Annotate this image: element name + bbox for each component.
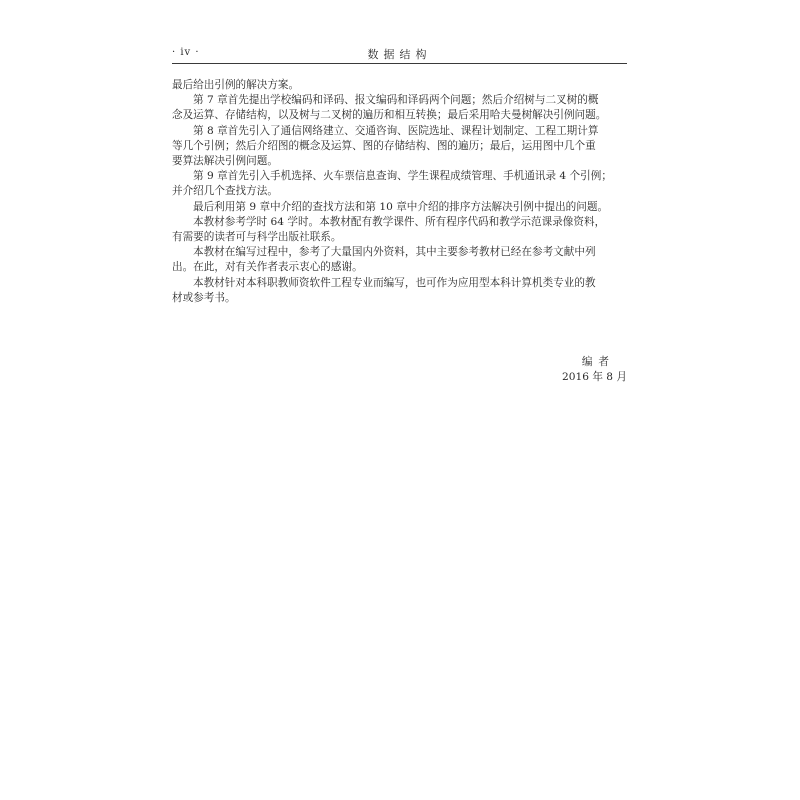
page-header bbox=[172, 46, 627, 62]
text-line: 并介绍几个查找方法。 bbox=[172, 185, 278, 198]
text-line: 出。在此，对有关作者表示衷心的感谢。 bbox=[172, 261, 363, 274]
text-line: 第 9 章首先引入手机选择、火车票信息查询、学生课程成绩管理、手机通讯录 4 个引例； bbox=[193, 170, 612, 183]
text-line: 要算法解决引例问题。 bbox=[172, 155, 278, 168]
text-line: 本教材参考学时 64 学时。本教材配有教学课件、所有程序代码和教学示范课录像资料， bbox=[193, 215, 606, 228]
text-line: 最后给出引例的解决方案。 bbox=[172, 79, 300, 91]
text-line: 本教材针对本科职教师资软件工程专业而编写，也可作为应用型本科计算机类专业的教 bbox=[193, 276, 596, 289]
text-line: 最后利用第 9 章中介绍的查找方法和第 10 章中介绍的排序方法解决引例中提出的问题。 bbox=[193, 200, 609, 213]
signature-block bbox=[507, 355, 627, 385]
running-title: 数据结构 bbox=[367, 48, 432, 61]
signature-date: 2016 年 8 月 bbox=[562, 371, 627, 384]
text-line: 念及运算、存储结构，以及树与二叉树的遍历和相互转换；最后采用哈夫曼树解决引例问题。 bbox=[172, 109, 607, 122]
text-line: 本教材在编写过程中，参考了大量国内外资料，其中主要参考教材已经在参考文献中列 bbox=[193, 246, 596, 259]
page-number: · iv · bbox=[172, 47, 200, 58]
text-line: 有需要的读者可与科学出版社联系。 bbox=[172, 231, 342, 244]
header-rule bbox=[172, 63, 627, 64]
preface-body bbox=[172, 78, 627, 306]
text-line: 材或参考书。 bbox=[172, 291, 236, 304]
author-signature: 编者 bbox=[581, 356, 615, 368]
text-line: 第 8 章首先引入了通信网络建立、交通咨询、医院选址、课程计划制定、工程工期计算 bbox=[193, 124, 599, 137]
text-line: 等几个引例；然后介绍图的概念及运算、图的存储结构、图的遍历；最后，运用图中几个重 bbox=[172, 139, 596, 152]
text-line: 第 7 章首先提出学校编码和译码、报文编码和译码两个问题；然后介绍树与二叉树的概 bbox=[193, 94, 599, 107]
